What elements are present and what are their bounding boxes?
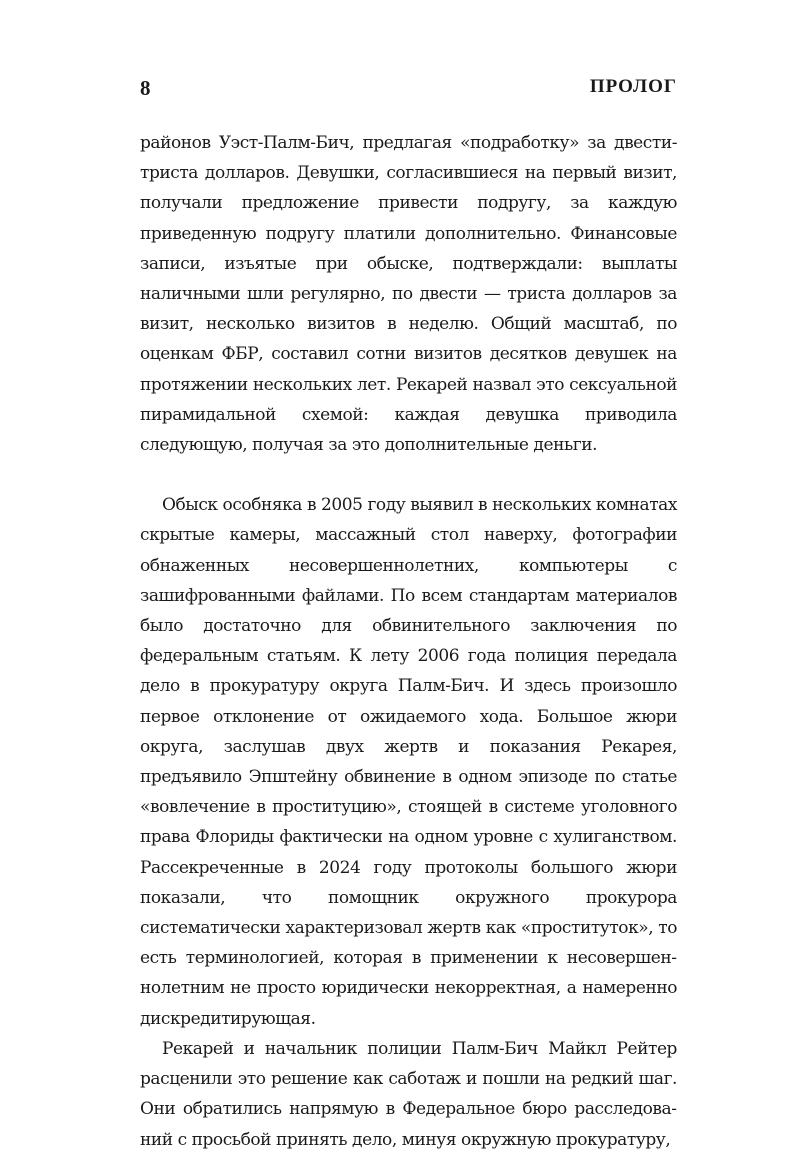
paragraph-search: Обыск особняка в 2005 году выявил в нескольких комнатах скрытые камеры, массажный стол наверху, фотографии обнаженных несовершеннолетних, компьютеры с зашифрованными файлами. По всем стандартам материалов было достаточно для обвинительного заключения по федеральным статьям. К лету 2006 года полиция передала дело в прокуратуру округа Палм-Бич. И здесь произошло первое отклонение от ожидаемого хода. Большое жюри округа, заслушав двух жертв и показания Рекарея, предъявило Эпштейну обвинение в одном эпизоде по статье «вовлечение в проституцию», стоящей в системе уголовного права Флориды фактически на одном уровне с хулиганством. Рассекреченные в 2024 году протоколы большого жюри показали, что помощник окружного прокурора систематически характеризовал жертв как «проституток», то есть терминологией, которая в применении к несовершеннолетним не просто юридически некорректная, а намеренно дискредитирующая.: [140, 495, 677, 1029]
paragraph-continued: районов Уэст-Палм-Бич, предлагая «подработку» за двести-триста долларов. Девушки, согласившиеся на первый визит, получали предложение привести подругу, за каждую приведенную подругу платили дополнительно. Финансовые записи, изъятые при обыске, подтверждали: выплаты наличными шли регулярно, по двести — триста долларов за визит, несколько визитов в неделю. Общий масштаб, по оценкам ФБР, составил сотни визитов десятков девушек на протяжении нескольких лет. Рекарей назвал это сексуальной пирамидальной схемой: каждая девушка приводила следующую, получая за это дополнительные деньги.: [140, 133, 677, 456]
running-header: [140, 76, 677, 106]
book-page: [140, 0, 677, 1150]
page-number: 8: [140, 76, 151, 100]
paragraph-fbi-referral: Рекарей и начальник полиции Палм-Бич Майкл Рейтер расценили это решение как саботаж и пошли на редкий шаг. Они обратились напрямую в Федеральное бюро расследований с просьбой принять дело, минуя окружную прокуратуру,: [140, 1038, 677, 1150]
chapter-title: ПРОЛОГ: [589, 76, 677, 97]
body-text: [140, 128, 677, 1155]
